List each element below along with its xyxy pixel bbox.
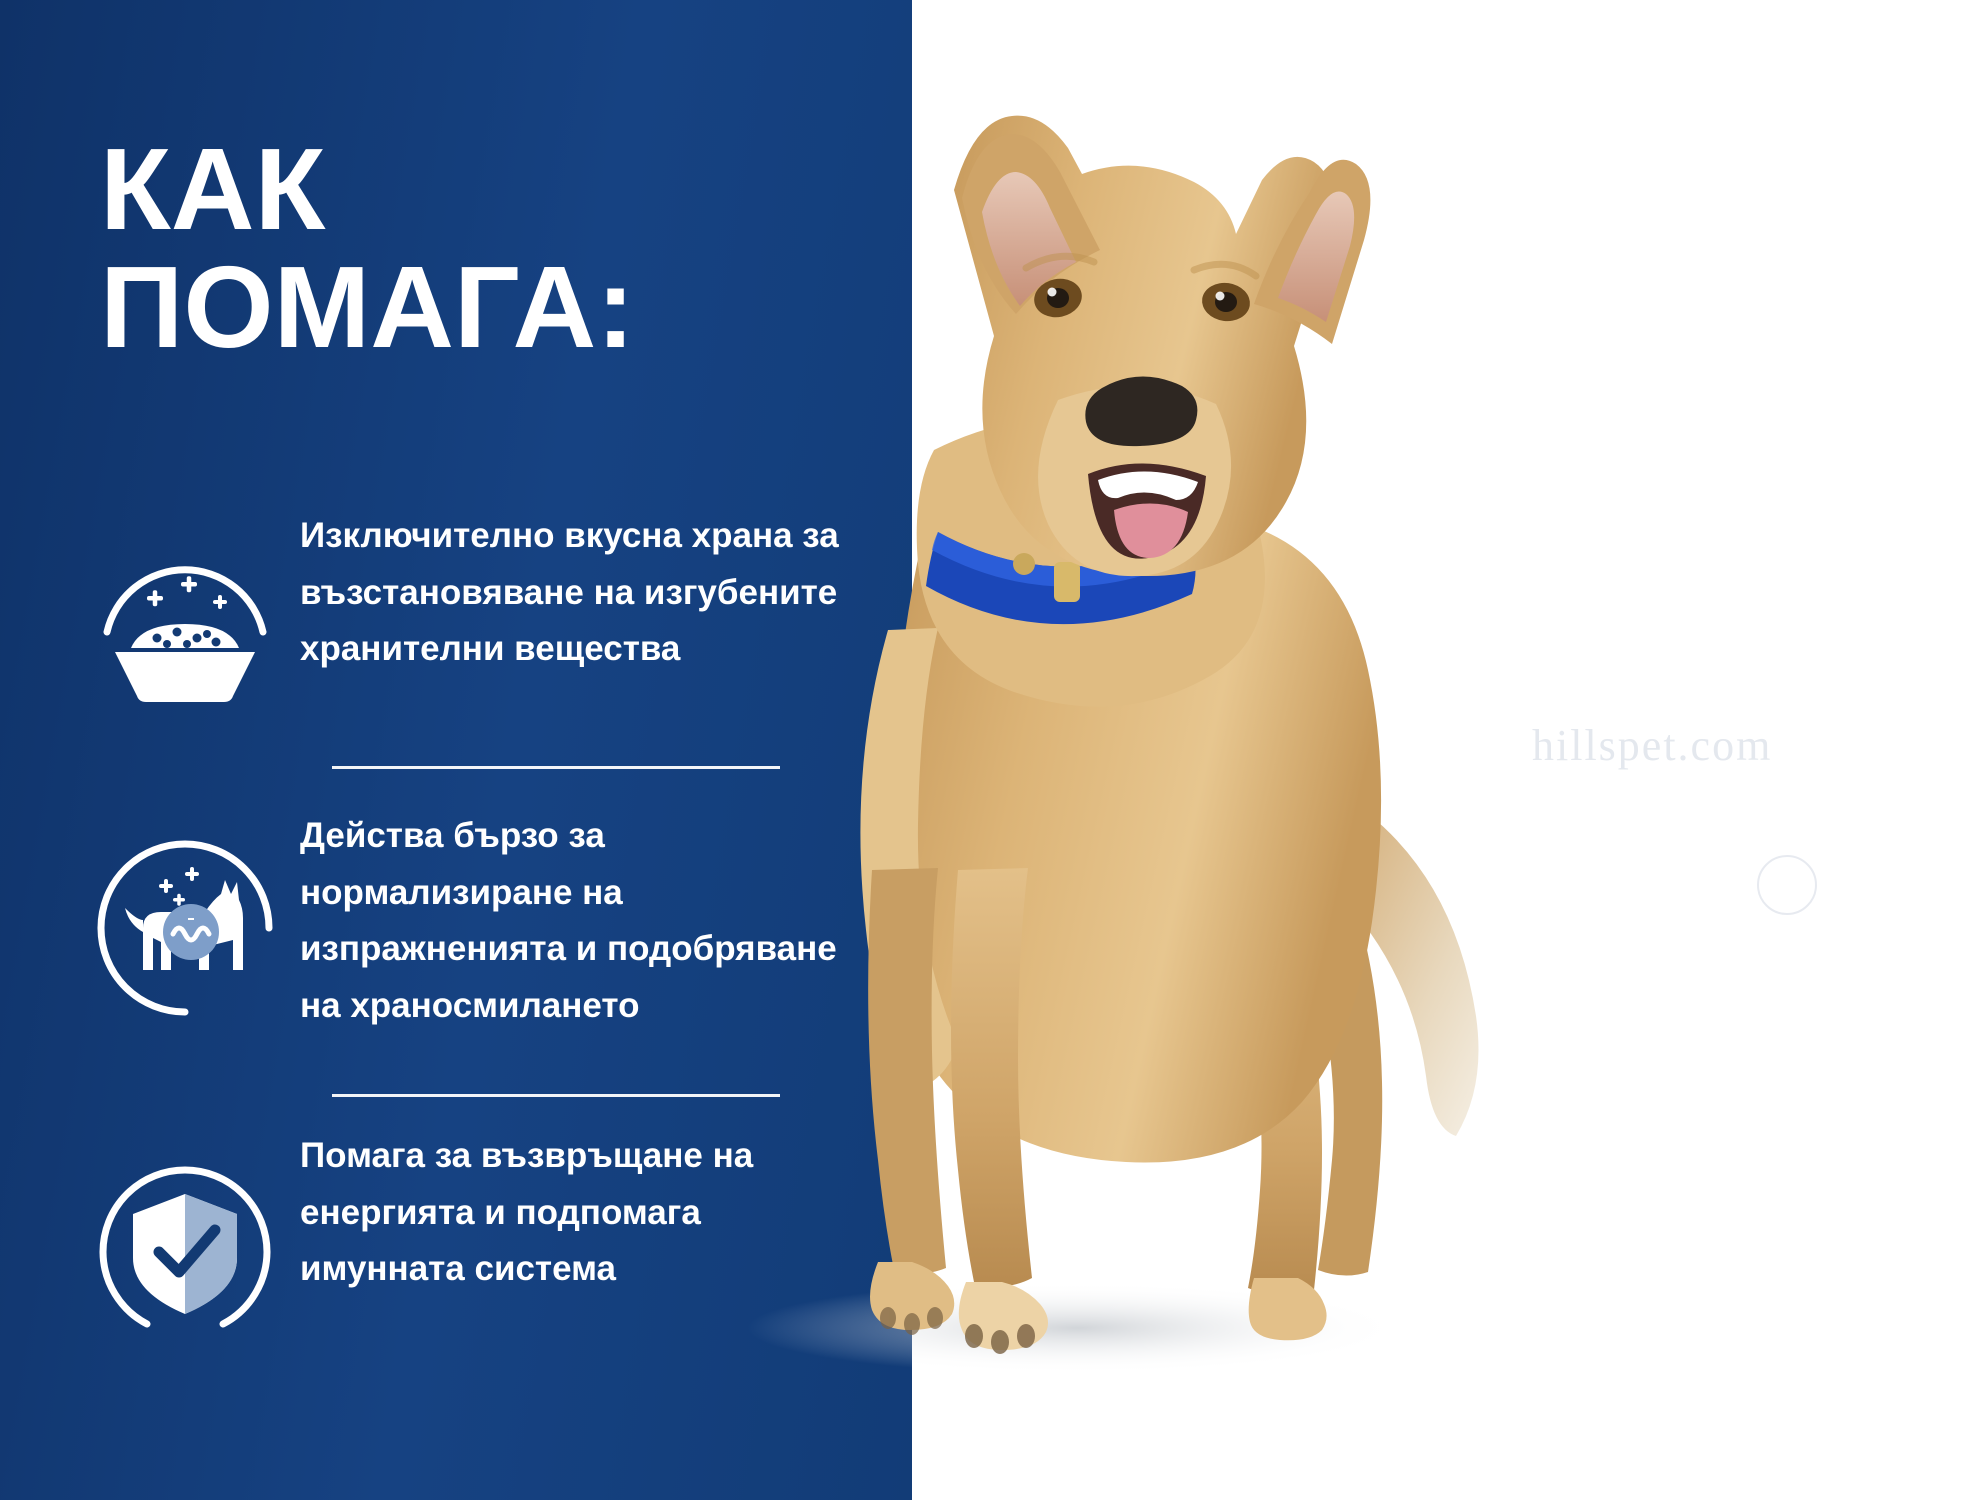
headline-line-1: КАК bbox=[100, 124, 326, 254]
dog-photo bbox=[912, 0, 1773, 1500]
watermark-text: hillspet.com bbox=[1532, 721, 1773, 770]
shield-check-icon bbox=[70, 1100, 300, 1340]
food-bowl-icon bbox=[70, 480, 300, 720]
headline-line-2: ПОМАГА: bbox=[100, 242, 635, 373]
benefit-text: Изключително вкусна храна за възстановяване на изгубените хранителни вещества bbox=[300, 516, 839, 669]
watermark-badge bbox=[1757, 855, 1817, 915]
benefit-text: Помага за възвръщане на енергията и подпомага имунната система bbox=[300, 1136, 754, 1289]
dog-digestion-icon bbox=[70, 780, 300, 1020]
benefit-text: Действа бързо за нормализиране на изпражненията и подобряване на храносмилането bbox=[300, 816, 837, 1026]
